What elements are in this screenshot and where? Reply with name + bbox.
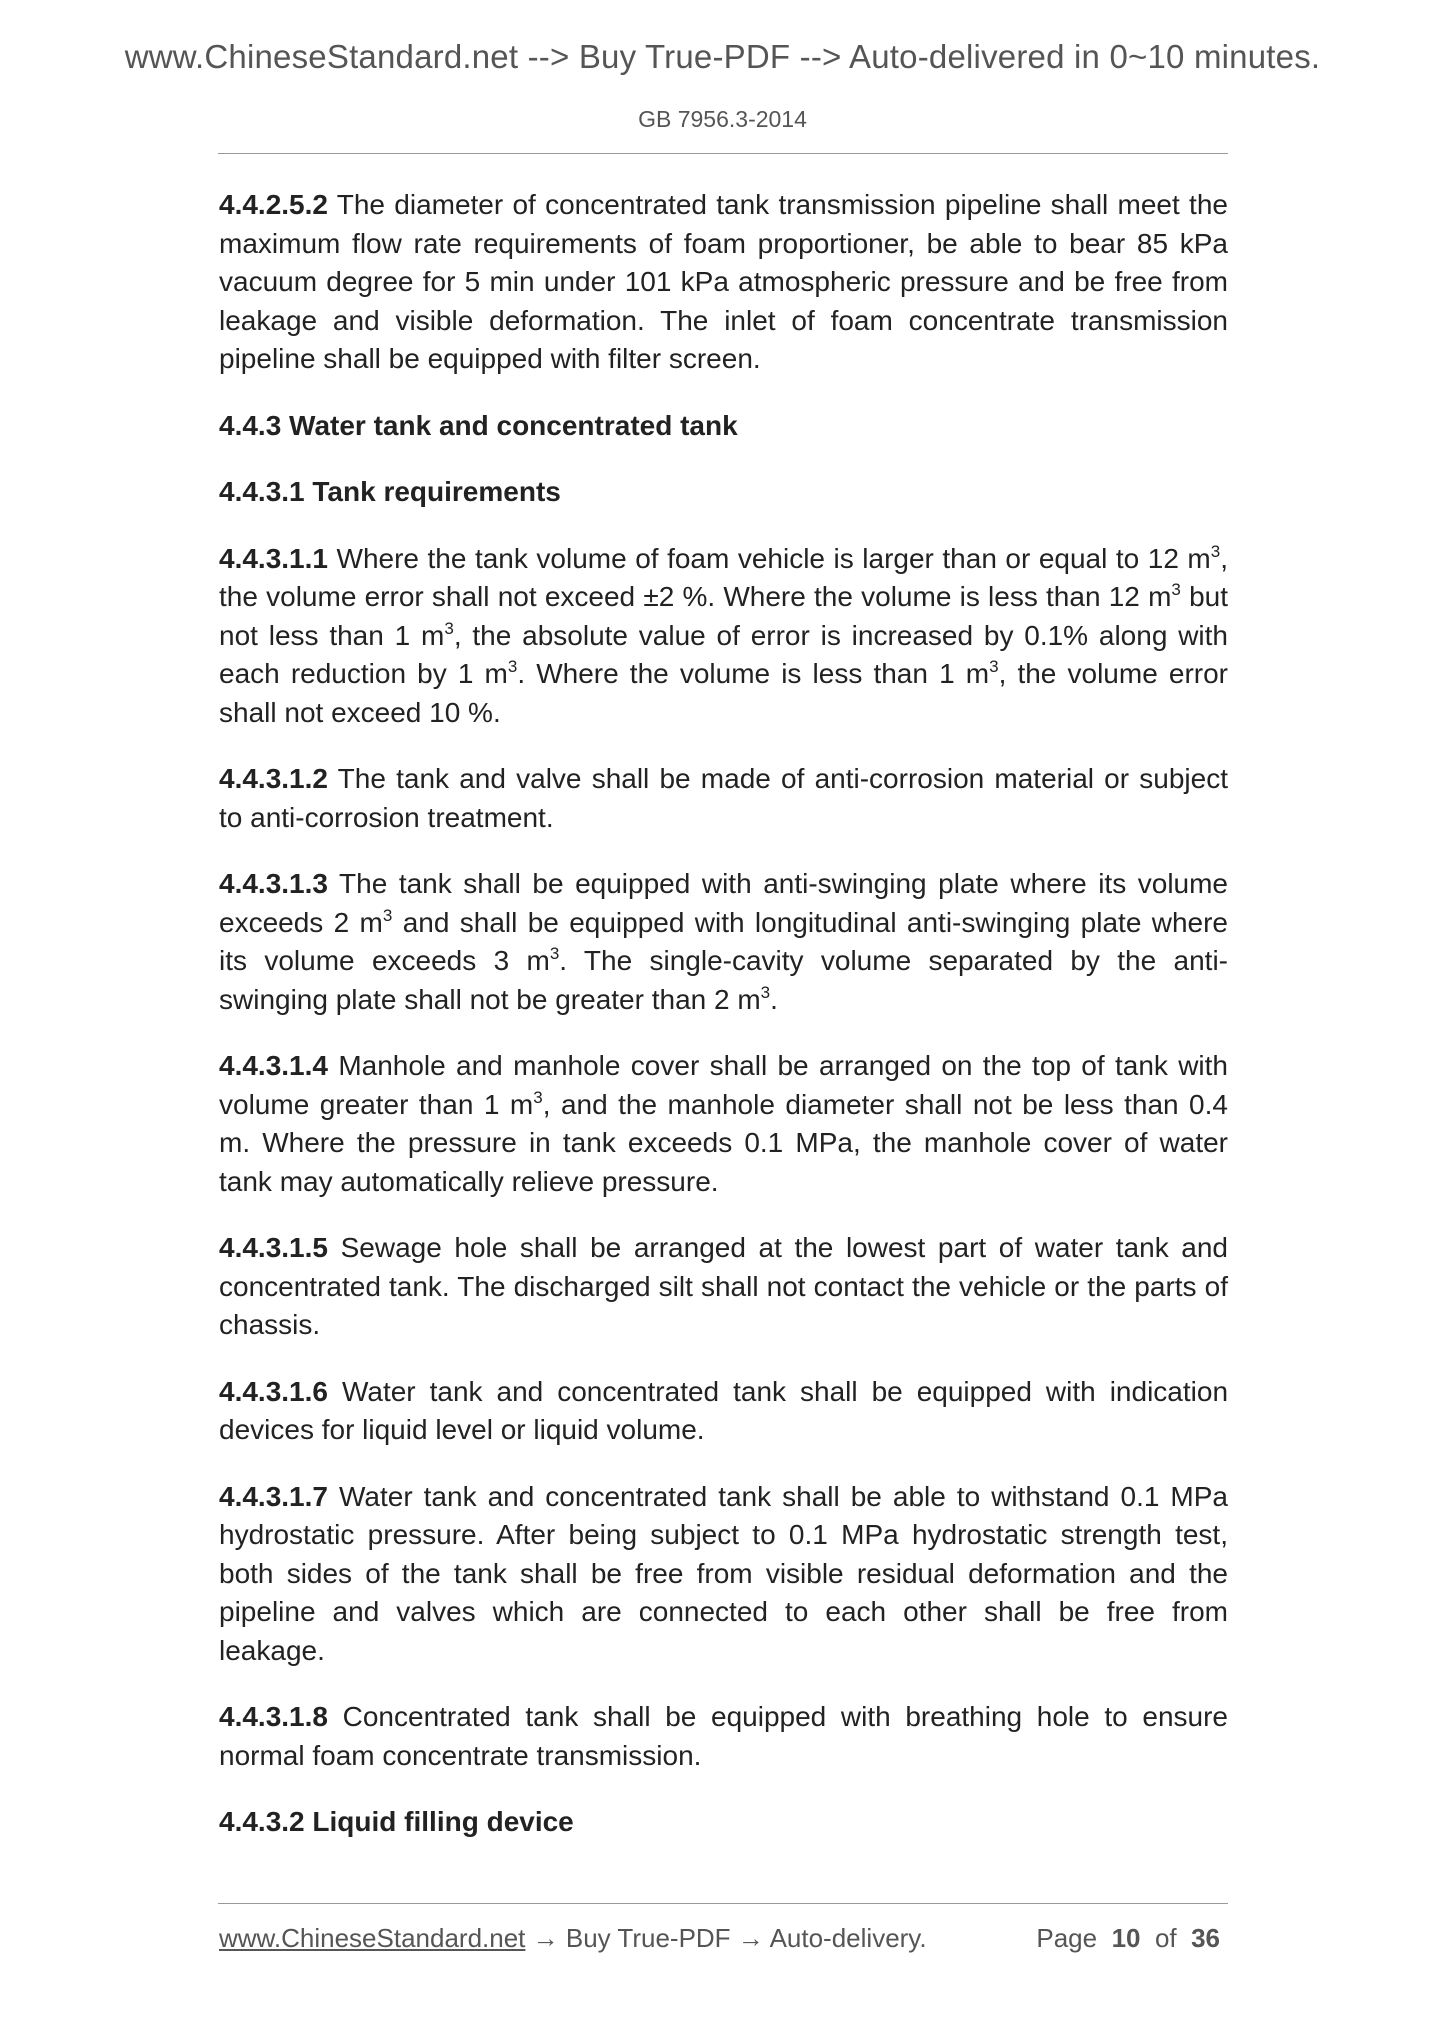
heading-4-4-3-1: 4.4.3.1 Tank requirements <box>219 476 561 507</box>
clause-text: , the volume error shall not exceed 10 %. <box>219 658 1228 728</box>
clause-number: 4.4.3.1.8 <box>219 1701 328 1732</box>
clause-text: . <box>770 983 778 1015</box>
page-footer <box>219 1923 1228 1954</box>
clause-number: 4.4.3.1.2 <box>219 763 328 794</box>
clause-text: and shall be equipped with longitudinal anti-swinging plate where its volume exceeds 3 m <box>219 906 1229 976</box>
header-divider <box>218 153 1228 154</box>
clause-number: 4.4.3.1.4 <box>219 1050 328 1081</box>
clause-text: Water tank and concentrated tank shall be equipped with indication devices for liquid level or liquid volume. <box>219 1375 1229 1445</box>
clause-4-4-3-1-6 <box>219 1373 1228 1450</box>
clause-text: . Where the volume is less than 1 m <box>517 658 990 689</box>
superscript: 3 <box>382 905 393 925</box>
clause-text: The tank and valve shall be made of anti-corrosion material or subject to anti-corrosion treatment. <box>219 763 1228 833</box>
clause-number: 4.4.2.5.2 <box>219 189 328 220</box>
superscript: 3 <box>444 618 454 638</box>
superscript: 3 <box>549 944 560 963</box>
footer-divider <box>218 1903 1228 1904</box>
clause-text: Manhole and manhole cover shall be arranged on the top of tank with volume greater than 1 m <box>219 1050 1228 1120</box>
page-label: Page <box>1036 1923 1098 1953</box>
standard-code: GB 7956.3-2014 <box>638 106 807 132</box>
clause-4-4-3-1-7 <box>219 1478 1228 1671</box>
heading-4-4-3: 4.4.3 Water tank and concentrated tank <box>219 409 738 441</box>
document-body <box>219 186 1228 1870</box>
page-current: 10 <box>1111 1923 1141 1953</box>
of-label: of <box>1154 1923 1177 1953</box>
clause-4-4-3-1-5 <box>219 1229 1228 1345</box>
clause-4-4-3-1-1 <box>219 540 1228 733</box>
clause-number: 4.4.3.1.3 <box>219 868 328 899</box>
clause-text: Sewage hole shall be arranged at the lowest part of water tank and concentrated tank. The discharged silt shall not contact the vehicle or the parts of chassis. <box>219 1232 1229 1340</box>
superscript: 3 <box>760 982 771 1002</box>
clause-text: The tank shall be equipped with anti-swinging plate where its volume exceeds 2 m <box>219 868 1229 938</box>
page-total: 36 <box>1191 1923 1220 1953</box>
clause-text: Concentrated tank shall be equipped with breathing hole to ensure normal foam concentrate transmission. <box>219 1701 1228 1771</box>
clause-4-4-2-5-2 <box>219 186 1228 379</box>
clause-4-4-3-1-2 <box>219 760 1228 837</box>
clause-text: but not less than 1 m <box>219 581 1229 651</box>
superscript: 3 <box>507 657 518 676</box>
clause-text: Water tank and concentrated tank shall be able to withstand 0.1 MPa hydrostatic pressure. After being subject to 0.1 MPa hydrostatic strength test, both sides of the tank shall be free from visible residual deformation and the pipeline and valves which are connected to each other shall be free from leakage. <box>219 1480 1229 1666</box>
clause-text: The diameter of concentrated tank transmission pipeline shall meet the maximum flow rate requirements of foam proportioner, be able to bear 85 kPa vacuum degree for 5 min under 101 kPa atmospheric pressure and be free from leakage and visible deformation. The inlet of foam concentrate transmission pipeline shall be equipped with filter screen. <box>219 189 1228 374</box>
footer-website-link[interactable]: www.ChineseStandard.net <box>219 1923 526 1953</box>
heading-4-4-3-2: 4.4.3.2 Liquid filling device <box>219 1806 574 1837</box>
clause-4-4-3-1-3 <box>219 865 1228 1019</box>
clause-number: 4.4.3.1.1 <box>219 542 328 574</box>
clause-number: 4.4.3.1.6 <box>219 1375 328 1407</box>
clause-number: 4.4.3.1.5 <box>219 1232 328 1263</box>
clause-4-4-3-1-8 <box>219 1698 1228 1775</box>
clause-text: , the volume error shall not exceed ±2 %. Where the volume is less than 12 m <box>219 542 1228 612</box>
superscript: 3 <box>533 1087 543 1107</box>
superscript: 3 <box>1210 541 1221 561</box>
clause-text: . The single-cavity volume separated by the anti-swinging plate shall not be greater than 2 m <box>219 945 1228 1015</box>
footer-tagline: → Buy True-PDF → Auto-delivery. <box>525 1923 927 1953</box>
clause-number: 4.4.3.1.7 <box>219 1480 328 1512</box>
clause-text: Where the tank volume of foam vehicle is larger than or equal to 12 m <box>336 542 1211 574</box>
superscript: 3 <box>989 657 999 676</box>
superscript: 3 <box>1171 580 1181 599</box>
page-indicator <box>1036 1923 1220 1954</box>
top-banner: www.ChineseStandard.net --> Buy True-PDF --> Auto-delivered in 0~10 minutes. <box>124 38 1321 75</box>
clause-text: , and the manhole diameter shall not be less than 0.4 m. Where the pressure in tank exceeds 0.1 MPa, the manhole cover of water tank may automatically relieve pressure. <box>219 1088 1228 1197</box>
clause-text: , the absolute value of error is increased by 0.1% along with each reduction by 1 m <box>219 619 1228 689</box>
clause-4-4-3-1-4 <box>219 1047 1228 1201</box>
